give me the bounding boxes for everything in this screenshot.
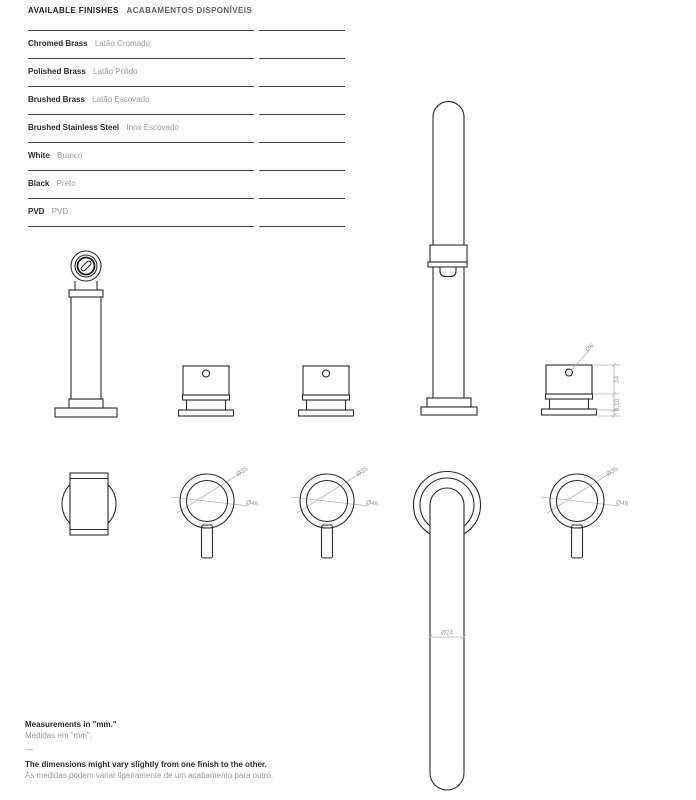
finish-name-pt: Latão Polido	[93, 67, 138, 76]
dim-label-outer-diameter: Ø45	[365, 499, 379, 508]
hand-shower-side-view	[55, 251, 117, 417]
spout-top-view	[414, 472, 481, 791]
finish-name-pt: Branco	[57, 151, 83, 160]
handle-top-view	[541, 465, 629, 558]
note-vary-en: The dimensions might vary slightly from one finish to the other.	[25, 760, 267, 769]
finish-name-en: Brushed Stainless Steel	[28, 123, 120, 132]
finish-name-en: Chromed Brass	[28, 39, 88, 48]
page-title-pt: ACABAMENTOS DISPONÍVEIS	[126, 6, 253, 15]
dim-label-outer-diameter: Ø45	[245, 499, 259, 508]
handle-side-view	[299, 366, 354, 416]
handle-side-view-dimensioned	[542, 342, 622, 418]
finish-name-pt: Latão Cromado	[94, 39, 150, 48]
dim-label-outer-diameter: Ø45	[615, 499, 629, 508]
note-measurements-pt: Medidas em "mm".	[25, 731, 93, 740]
dim-label-base-heights: 5,10	[614, 398, 621, 412]
dim-label-inner-diameter: Ø35	[235, 465, 250, 479]
mixer-spout-side-view	[421, 102, 477, 415]
dim-label-body-height: 24	[614, 375, 621, 384]
dim-label-inner-diameter: Ø35	[355, 465, 370, 479]
finish-name-pt: Preto	[56, 179, 76, 188]
finish-name-pt: Latão Escovado	[92, 95, 150, 104]
dim-label-spout-diameter: Ø24	[440, 629, 454, 637]
handle-top-view	[291, 465, 379, 558]
handle-top-view	[171, 465, 259, 558]
page-title-en: AVAILABLE FINISHES	[28, 6, 119, 15]
finish-name-pt: PVD	[51, 207, 69, 216]
finish-name-en: Black	[28, 179, 50, 188]
handle-side-view	[179, 366, 234, 416]
note-measurements-en: Measurements in "mm."	[25, 720, 117, 729]
dim-label-pin: Ø6	[584, 342, 596, 354]
finish-name-pt: Inox Escovado	[126, 123, 179, 132]
hand-shower-top-view	[62, 473, 116, 535]
finish-name-en: PVD	[28, 207, 45, 216]
dim-label-inner-diameter: Ø35	[605, 465, 620, 479]
finish-name-en: Brushed Brass	[28, 95, 85, 104]
finish-name-en: Polished Brass	[28, 67, 86, 76]
note-vary-pt: As medidas podem variar ligeiramente de um acabamento para outro.	[25, 771, 274, 780]
note-separator: —	[25, 745, 33, 754]
finish-name-en: White	[28, 151, 50, 160]
